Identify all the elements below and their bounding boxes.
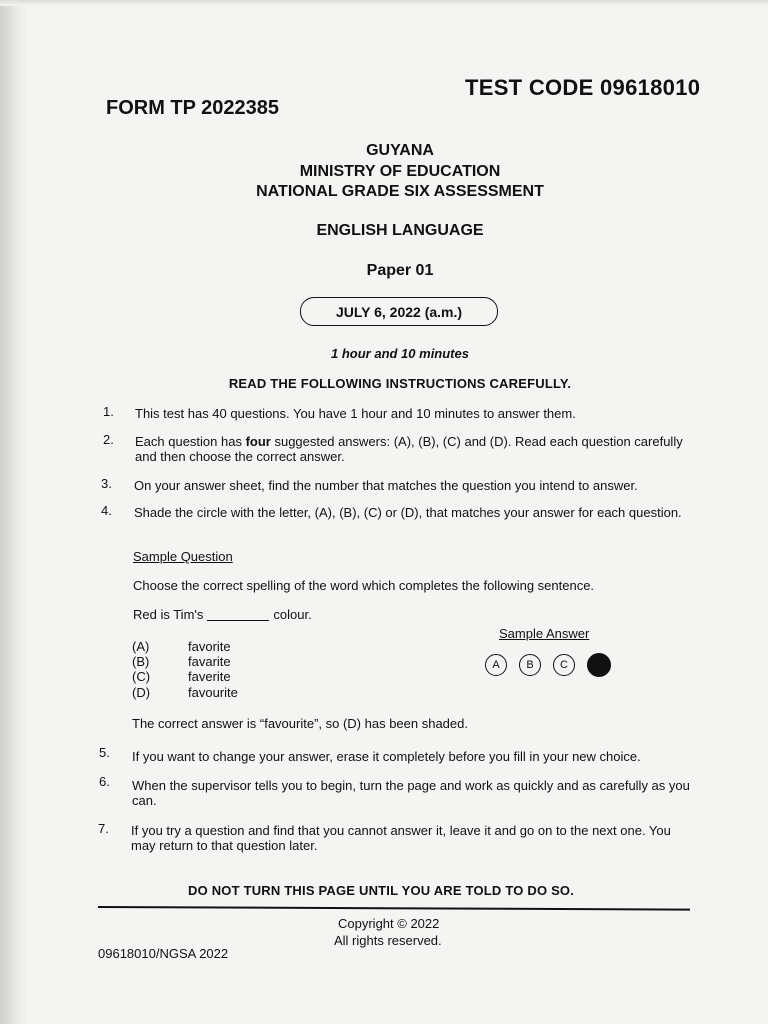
sample-explanation: The correct answer is “favourite”, so (D) has been shaded. xyxy=(132,716,468,731)
option-word: favarite xyxy=(188,654,231,669)
instruction-number: 2. xyxy=(103,432,114,447)
option-word: faverite xyxy=(188,669,231,684)
instruction-number: 3. xyxy=(101,476,112,491)
instruction-text: Shade the circle with the letter, (A), (B), (C) or (D), that matches your answer for each question. xyxy=(134,505,682,520)
instructions-heading: READ THE FOLLOWING INSTRUCTIONS CAREFULLY. xyxy=(228,376,572,391)
country-title: GUYANA xyxy=(366,142,434,159)
answer-bubble-c: C xyxy=(553,654,575,676)
option-word: favourite xyxy=(188,685,238,700)
instruction-number: 4. xyxy=(101,503,112,518)
copyright: Copyright © 2022 xyxy=(338,916,440,931)
test-code: TEST CODE 09618010 xyxy=(465,75,701,100)
paper-title: Paper 01 xyxy=(366,262,434,279)
instruction-text: If you want to change your answer, erase it completely before you fill in your new choice. xyxy=(132,749,641,764)
instruction-number: 6. xyxy=(99,774,110,789)
instruction-text-part: suggested answers: (A), (B), (C) and (D). Read each question carefully and then choose the correct answer. xyxy=(135,434,683,464)
exam-date-box xyxy=(300,297,498,326)
page-top-shadow xyxy=(0,0,768,6)
option-letter: (D) xyxy=(132,685,151,700)
instruction-text: This test has 40 questions. You have 1 hour and 10 minutes to answer them. xyxy=(135,406,576,421)
answer-bubble-a: A xyxy=(485,654,507,676)
footer-code: 09618010/NGSA 2022 xyxy=(98,946,229,961)
answer-bubble-b: B xyxy=(519,654,541,676)
sample-sentence xyxy=(133,607,312,622)
option-letter: (C) xyxy=(132,669,151,684)
option-word: favorite xyxy=(188,639,231,654)
instruction-text: When the supervisor tells you to begin, turn the page and work as quickly and as carefully as you can. xyxy=(132,778,690,808)
footer-divider xyxy=(98,906,690,911)
sample-answer-heading: Sample Answer xyxy=(499,626,590,641)
assessment-title: NATIONAL GRADE SIX ASSESSMENT xyxy=(256,183,544,200)
instruction-text: If you try a question and find that you cannot answer it, leave it and go on to the next one. You may return to that question later. xyxy=(131,823,671,853)
subject-title: ENGLISH LANGUAGE xyxy=(316,222,484,239)
instruction-number: 7. xyxy=(98,821,109,836)
sample-question-heading: Sample Question xyxy=(133,549,233,564)
do-not-turn-notice: DO NOT TURN THIS PAGE UNTIL YOU ARE TOLD TO DO SO. xyxy=(188,883,575,898)
instruction-emphasis: four xyxy=(245,434,271,449)
instruction-number: 5. xyxy=(99,745,110,760)
instruction-text-part: Each question has xyxy=(135,434,246,449)
sample-sentence-start: Red is Tim's xyxy=(133,607,204,622)
exam-date: JULY 6, 2022 (a.m.) xyxy=(335,303,463,320)
instruction-text: On your answer sheet, find the number that matches the question you intend to answer. xyxy=(134,478,638,493)
sample-sentence-blank xyxy=(207,620,269,621)
rights-reserved: All rights reserved. xyxy=(334,933,442,948)
sample-question-prompt: Choose the correct spelling of the word which completes the following sentence. xyxy=(133,578,595,593)
instruction-number: 1. xyxy=(103,404,114,419)
option-letter: (A) xyxy=(132,639,150,654)
sample-sentence-end: colour. xyxy=(273,607,312,622)
ministry-title: MINISTRY OF EDUCATION xyxy=(299,163,501,180)
instruction-text xyxy=(135,434,695,464)
exam-duration: 1 hour and 10 minutes xyxy=(331,346,469,361)
option-letter: (B) xyxy=(132,654,150,669)
form-number: FORM TP 2022385 xyxy=(106,97,280,119)
answer-bubble-d-shaded xyxy=(587,653,611,677)
